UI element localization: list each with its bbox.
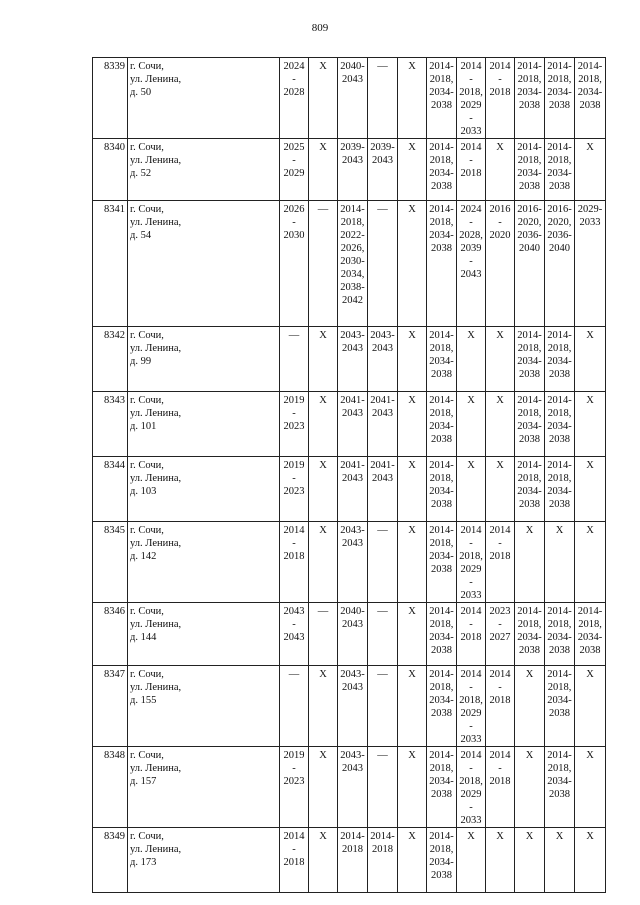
period-cell: Х bbox=[309, 747, 338, 828]
period-cell: Х bbox=[486, 828, 515, 893]
period-cell: 2041- 2043 bbox=[338, 457, 368, 522]
address-cell: г. Сочи, ул. Ленина, д. 155 bbox=[128, 666, 280, 747]
row-number-cell: 8346 bbox=[93, 603, 128, 666]
period-cell: — bbox=[280, 327, 309, 392]
period-cell: 2043- 2043 bbox=[338, 327, 368, 392]
period-cell: 2026- 2030 bbox=[280, 201, 309, 327]
period-cell: 2014- 2018 bbox=[368, 828, 398, 893]
period-cell: — bbox=[368, 522, 398, 603]
address-cell: г. Сочи, ул. Ленина, д. 144 bbox=[128, 603, 280, 666]
period-cell: Х bbox=[457, 457, 486, 522]
table-row bbox=[93, 139, 606, 201]
row-number-cell: 8339 bbox=[93, 58, 128, 139]
period-cell: Х bbox=[575, 392, 606, 457]
row-number-cell: 8347 bbox=[93, 666, 128, 747]
period-cell: 2043- 2043 bbox=[338, 747, 368, 828]
period-cell: 2024- 2028 bbox=[280, 58, 309, 139]
address-cell: г. Сочи, ул. Ленина, д. 173 bbox=[128, 828, 280, 893]
address-cell: г. Сочи, ул. Ленина, д. 54 bbox=[128, 201, 280, 327]
period-cell: Х bbox=[398, 747, 427, 828]
period-cell: 2014- 2018, 2029- 2033 bbox=[457, 58, 486, 139]
table-row bbox=[93, 58, 606, 139]
period-cell: 2025- 2029 bbox=[280, 139, 309, 201]
period-cell: — bbox=[309, 201, 338, 327]
address-cell: г. Сочи, ул. Ленина, д. 157 bbox=[128, 747, 280, 828]
period-cell: 2014- 2018, 2034- 2038 bbox=[427, 666, 457, 747]
period-cell: 2041- 2043 bbox=[338, 392, 368, 457]
period-cell: Х bbox=[575, 666, 606, 747]
period-cell: 2014- 2018, 2034- 2038 bbox=[427, 522, 457, 603]
address-cell: г. Сочи, ул. Ленина, д. 50 bbox=[128, 58, 280, 139]
period-cell: 2014- 2018 bbox=[486, 666, 515, 747]
period-cell: 2016- 2020, 2036- 2040 bbox=[515, 201, 545, 327]
period-cell: — bbox=[368, 666, 398, 747]
period-cell: Х bbox=[486, 457, 515, 522]
period-cell: 2014- 2018, 2034- 2038 bbox=[427, 603, 457, 666]
period-cell: Х bbox=[515, 522, 545, 603]
period-cell: 2014- 2018, 2034- 2038 bbox=[545, 139, 575, 201]
period-cell: Х bbox=[309, 139, 338, 201]
period-cell: 2014- 2018, 2022- 2026, 2030- 2034, 2038- 2042 bbox=[338, 201, 368, 327]
period-cell: 2040- 2043 bbox=[338, 58, 368, 139]
period-cell: Х bbox=[575, 457, 606, 522]
address-cell: г. Сочи, ул. Ленина, д. 52 bbox=[128, 139, 280, 201]
period-cell: 2039- 2043 bbox=[338, 139, 368, 201]
table-row bbox=[93, 392, 606, 457]
period-cell: 2014- 2018 bbox=[486, 58, 515, 139]
period-cell: 2043- 2043 bbox=[338, 522, 368, 603]
period-cell: 2016- 2020 bbox=[486, 201, 515, 327]
period-cell: 2029- 2033 bbox=[575, 201, 606, 327]
period-cell: Х bbox=[309, 522, 338, 603]
period-cell: 2014- 2018, 2034- 2038 bbox=[515, 139, 545, 201]
period-cell: Х bbox=[398, 666, 427, 747]
period-cell: Х bbox=[486, 139, 515, 201]
period-cell: Х bbox=[398, 522, 427, 603]
period-cell: 2014- 2018, 2034- 2038 bbox=[575, 603, 606, 666]
period-cell: 2014- 2018 bbox=[280, 522, 309, 603]
row-number-cell: 8340 bbox=[93, 139, 128, 201]
period-cell: — bbox=[368, 603, 398, 666]
row-number-cell: 8341 bbox=[93, 201, 128, 327]
period-cell: 2043- 2043 bbox=[280, 603, 309, 666]
period-cell: 2014- 2018, 2034- 2038 bbox=[545, 457, 575, 522]
period-cell: Х bbox=[545, 522, 575, 603]
row-number-cell: 8349 bbox=[93, 828, 128, 893]
period-cell: 2014- 2018, 2034- 2038 bbox=[427, 58, 457, 139]
table-row bbox=[93, 666, 606, 747]
period-cell: 2014- 2018, 2034- 2038 bbox=[545, 392, 575, 457]
period-cell: 2014- 2018, 2034- 2038 bbox=[427, 828, 457, 893]
period-cell: — bbox=[368, 201, 398, 327]
period-cell: Х bbox=[457, 392, 486, 457]
period-cell: 2014- 2018 bbox=[486, 522, 515, 603]
period-cell: Х bbox=[309, 392, 338, 457]
period-cell: 2040- 2043 bbox=[338, 603, 368, 666]
period-cell: — bbox=[368, 747, 398, 828]
period-cell: 2014- 2018, 2034- 2038 bbox=[545, 666, 575, 747]
period-cell: 2014- 2018 bbox=[486, 747, 515, 828]
address-cell: г. Сочи, ул. Ленина, д. 99 bbox=[128, 327, 280, 392]
period-cell: 2014- 2018 bbox=[457, 603, 486, 666]
period-cell: 2041- 2043 bbox=[368, 457, 398, 522]
address-cell: г. Сочи, ул. Ленина, д. 101 bbox=[128, 392, 280, 457]
period-cell: 2014- 2018, 2034- 2038 bbox=[545, 327, 575, 392]
period-cell: 2039- 2043 bbox=[368, 139, 398, 201]
period-cell: — bbox=[309, 603, 338, 666]
period-cell: 2014- 2018, 2034- 2038 bbox=[515, 603, 545, 666]
period-cell: Х bbox=[398, 327, 427, 392]
table-row bbox=[93, 603, 606, 666]
period-cell: Х bbox=[575, 522, 606, 603]
period-cell: 2014- 2018, 2029- 2033 bbox=[457, 666, 486, 747]
table-row bbox=[93, 327, 606, 392]
row-number-cell: 8342 bbox=[93, 327, 128, 392]
period-cell: 2014- 2018, 2034- 2038 bbox=[427, 392, 457, 457]
period-cell: 2019- 2023 bbox=[280, 747, 309, 828]
period-cell: Х bbox=[515, 747, 545, 828]
period-cell: 2041- 2043 bbox=[368, 392, 398, 457]
period-cell: 2014- 2018, 2034- 2038 bbox=[427, 457, 457, 522]
period-cell: Х bbox=[398, 58, 427, 139]
period-cell: Х bbox=[457, 327, 486, 392]
period-cell: Х bbox=[515, 828, 545, 893]
period-cell: 2014- 2018, 2034- 2038 bbox=[545, 58, 575, 139]
row-number-cell: 8343 bbox=[93, 392, 128, 457]
period-cell: 2014- 2018, 2029- 2033 bbox=[457, 747, 486, 828]
period-cell: 2014- 2018, 2034- 2038 bbox=[427, 201, 457, 327]
table-row bbox=[93, 747, 606, 828]
period-cell: 2014- 2018, 2034- 2038 bbox=[427, 747, 457, 828]
period-cell: Х bbox=[398, 457, 427, 522]
row-number-cell: 8345 bbox=[93, 522, 128, 603]
period-cell: 2043- 2043 bbox=[368, 327, 398, 392]
period-cell: 2014- 2018, 2034- 2038 bbox=[545, 603, 575, 666]
period-cell: 2014- 2018, 2029- 2033 bbox=[457, 522, 486, 603]
row-number-cell: 8344 bbox=[93, 457, 128, 522]
table-row bbox=[93, 828, 606, 893]
period-cell: Х bbox=[545, 828, 575, 893]
period-cell: 2043- 2043 bbox=[338, 666, 368, 747]
period-cell: Х bbox=[398, 139, 427, 201]
period-cell: Х bbox=[309, 327, 338, 392]
period-cell: 2014- 2018, 2034- 2038 bbox=[515, 327, 545, 392]
period-cell: Х bbox=[398, 201, 427, 327]
period-cell: Х bbox=[309, 666, 338, 747]
address-cell: г. Сочи, ул. Ленина, д. 142 bbox=[128, 522, 280, 603]
period-cell: 2014- 2018 bbox=[280, 828, 309, 893]
period-cell: 2024- 2028, 2039- 2043 bbox=[457, 201, 486, 327]
period-cell: Х bbox=[457, 828, 486, 893]
period-cell: 2016- 2020, 2036- 2040 bbox=[545, 201, 575, 327]
row-number-cell: 8348 bbox=[93, 747, 128, 828]
table-row bbox=[93, 201, 606, 327]
period-cell: 2019- 2023 bbox=[280, 457, 309, 522]
period-cell: — bbox=[280, 666, 309, 747]
registry-table bbox=[92, 57, 606, 893]
period-cell: Х bbox=[398, 828, 427, 893]
period-cell: Х bbox=[486, 392, 515, 457]
period-cell: Х bbox=[398, 603, 427, 666]
period-cell: Х bbox=[515, 666, 545, 747]
period-cell: Х bbox=[575, 139, 606, 201]
period-cell: 2014- 2018 bbox=[338, 828, 368, 893]
period-cell: Х bbox=[398, 392, 427, 457]
table-row bbox=[93, 457, 606, 522]
period-cell: Х bbox=[575, 327, 606, 392]
table-row bbox=[93, 522, 606, 603]
registry-table-body bbox=[93, 58, 606, 893]
period-cell: Х bbox=[309, 828, 338, 893]
period-cell: 2014- 2018, 2034- 2038 bbox=[545, 747, 575, 828]
period-cell: 2019- 2023 bbox=[280, 392, 309, 457]
period-cell: Х bbox=[309, 457, 338, 522]
period-cell: 2014- 2018, 2034- 2038 bbox=[515, 457, 545, 522]
period-cell: 2014- 2018, 2034- 2038 bbox=[515, 392, 545, 457]
period-cell: 2014- 2018, 2034- 2038 bbox=[427, 327, 457, 392]
period-cell: 2014- 2018, 2034- 2038 bbox=[575, 58, 606, 139]
address-cell: г. Сочи, ул. Ленина, д. 103 bbox=[128, 457, 280, 522]
period-cell: Х bbox=[575, 747, 606, 828]
period-cell: — bbox=[368, 58, 398, 139]
period-cell: 2014- 2018, 2034- 2038 bbox=[427, 139, 457, 201]
period-cell: 2014- 2018 bbox=[457, 139, 486, 201]
period-cell: Х bbox=[486, 327, 515, 392]
period-cell: 2014- 2018, 2034- 2038 bbox=[515, 58, 545, 139]
page-number: 809 bbox=[311, 22, 329, 34]
period-cell: Х bbox=[575, 828, 606, 893]
period-cell: 2023- 2027 bbox=[486, 603, 515, 666]
period-cell: Х bbox=[309, 58, 338, 139]
